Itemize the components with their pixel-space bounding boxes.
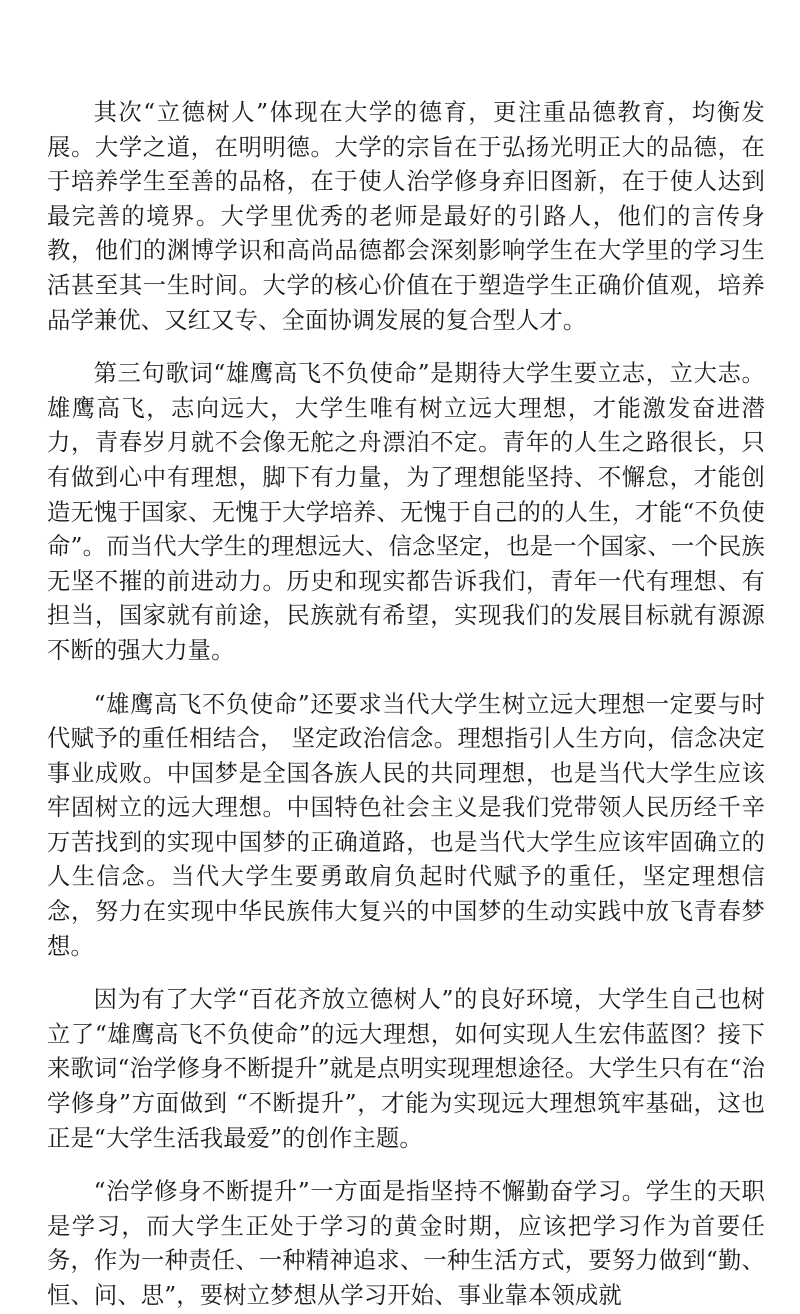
- paragraph-4: 因为有了大学“百花齐放立德树人”的良好环境，大学生自己也树立了“雄鹰高飞不负使命”的远大理想，如何实现人生宏伟蓝图？接下来歌词“治学修身不断提升”就是点明实现理想途径。大学生只有在“治学修身”方面做到 “不断提升”，才能为实现远大理想筑牢基础，这也正是“大学生活我最爱”的创作主题。: [47, 986, 765, 1152]
- paragraph-1: 其次“立德树人”体现在大学的德育，更注重品德教育，均衡发展。大学之道，在明明德。大学的宗旨在于弘扬光明正大的品德，在于培养学生至善的品格，在于使人治学修身弃旧图新，在于使人达到最完善的境界。大学里优秀的老师是最好的引路人，他们的言传身教，他们的渊博学识和高尚品德都会深刻影响学生在大学里的学习生活甚至其一生时间。大学的核心价值在于塑造学生正确价值观，培养品学兼优、又红又专、全面协调发展的复合型人才。: [47, 99, 765, 334]
- paragraph-2: 第三句歌词“雄鹰高飞不负使命”是期待大学生要立志，立大志。雄鹰高飞，志向远大，大学生唯有树立远大理想，才能激发奋进潜力，青春岁月就不会像无舵之舟漂泊不定。青年的人生之路很长，只有做到心中有理想，脚下有力量，为了理想能坚持、不懈怠，才能创造无愧于国家、无愧于大学培养、无愧于自己的的人生，才能“不负使命”。而当代大学生的理想远大、信念坚定，也是一个国家、一个民族无坚不摧的前进动力。历史和现实都告诉我们，青年一代有理想、有担当，国家就有前途，民族就有希望，实现我们的发展目标就有源源不断的强大力量。: [47, 360, 765, 664]
- paragraph-3: “雄鹰高飞不负使命”还要求当代大学生树立远大理想一定要与时代赋予的重任相结合， 坚定政治信念。理想指引人生方向，信念决定事业成败。中国梦是全国各族人民的共同理想，也是当代大学生应该牢固树立的远大理想。中国特色社会主义是我们党带领人民历经千辛万苦找到的实现中国梦的正确道路，也是当代大学生应该牢固确立的人生信念。当代大学生要勇敢肩负起时代赋予的重任，坚定理想信念，努力在实现中华民族伟大复兴的中国梦的生动实践中放飞青春梦想。: [47, 690, 765, 960]
- document-body: [47, 96, 765, 1314]
- paragraph-5: “治学修身不断提升”一方面是指坚持不懈勤奋学习。学生的天职是学习，而大学生正处于学习的黄金时期，应该把学习作为首要任务，作为一种责任、一种精神追求、一种生活方式，要努力做到“勤、恒、问、思”，要树立梦想从学习开始、事业靠本领成就: [47, 1178, 765, 1309]
